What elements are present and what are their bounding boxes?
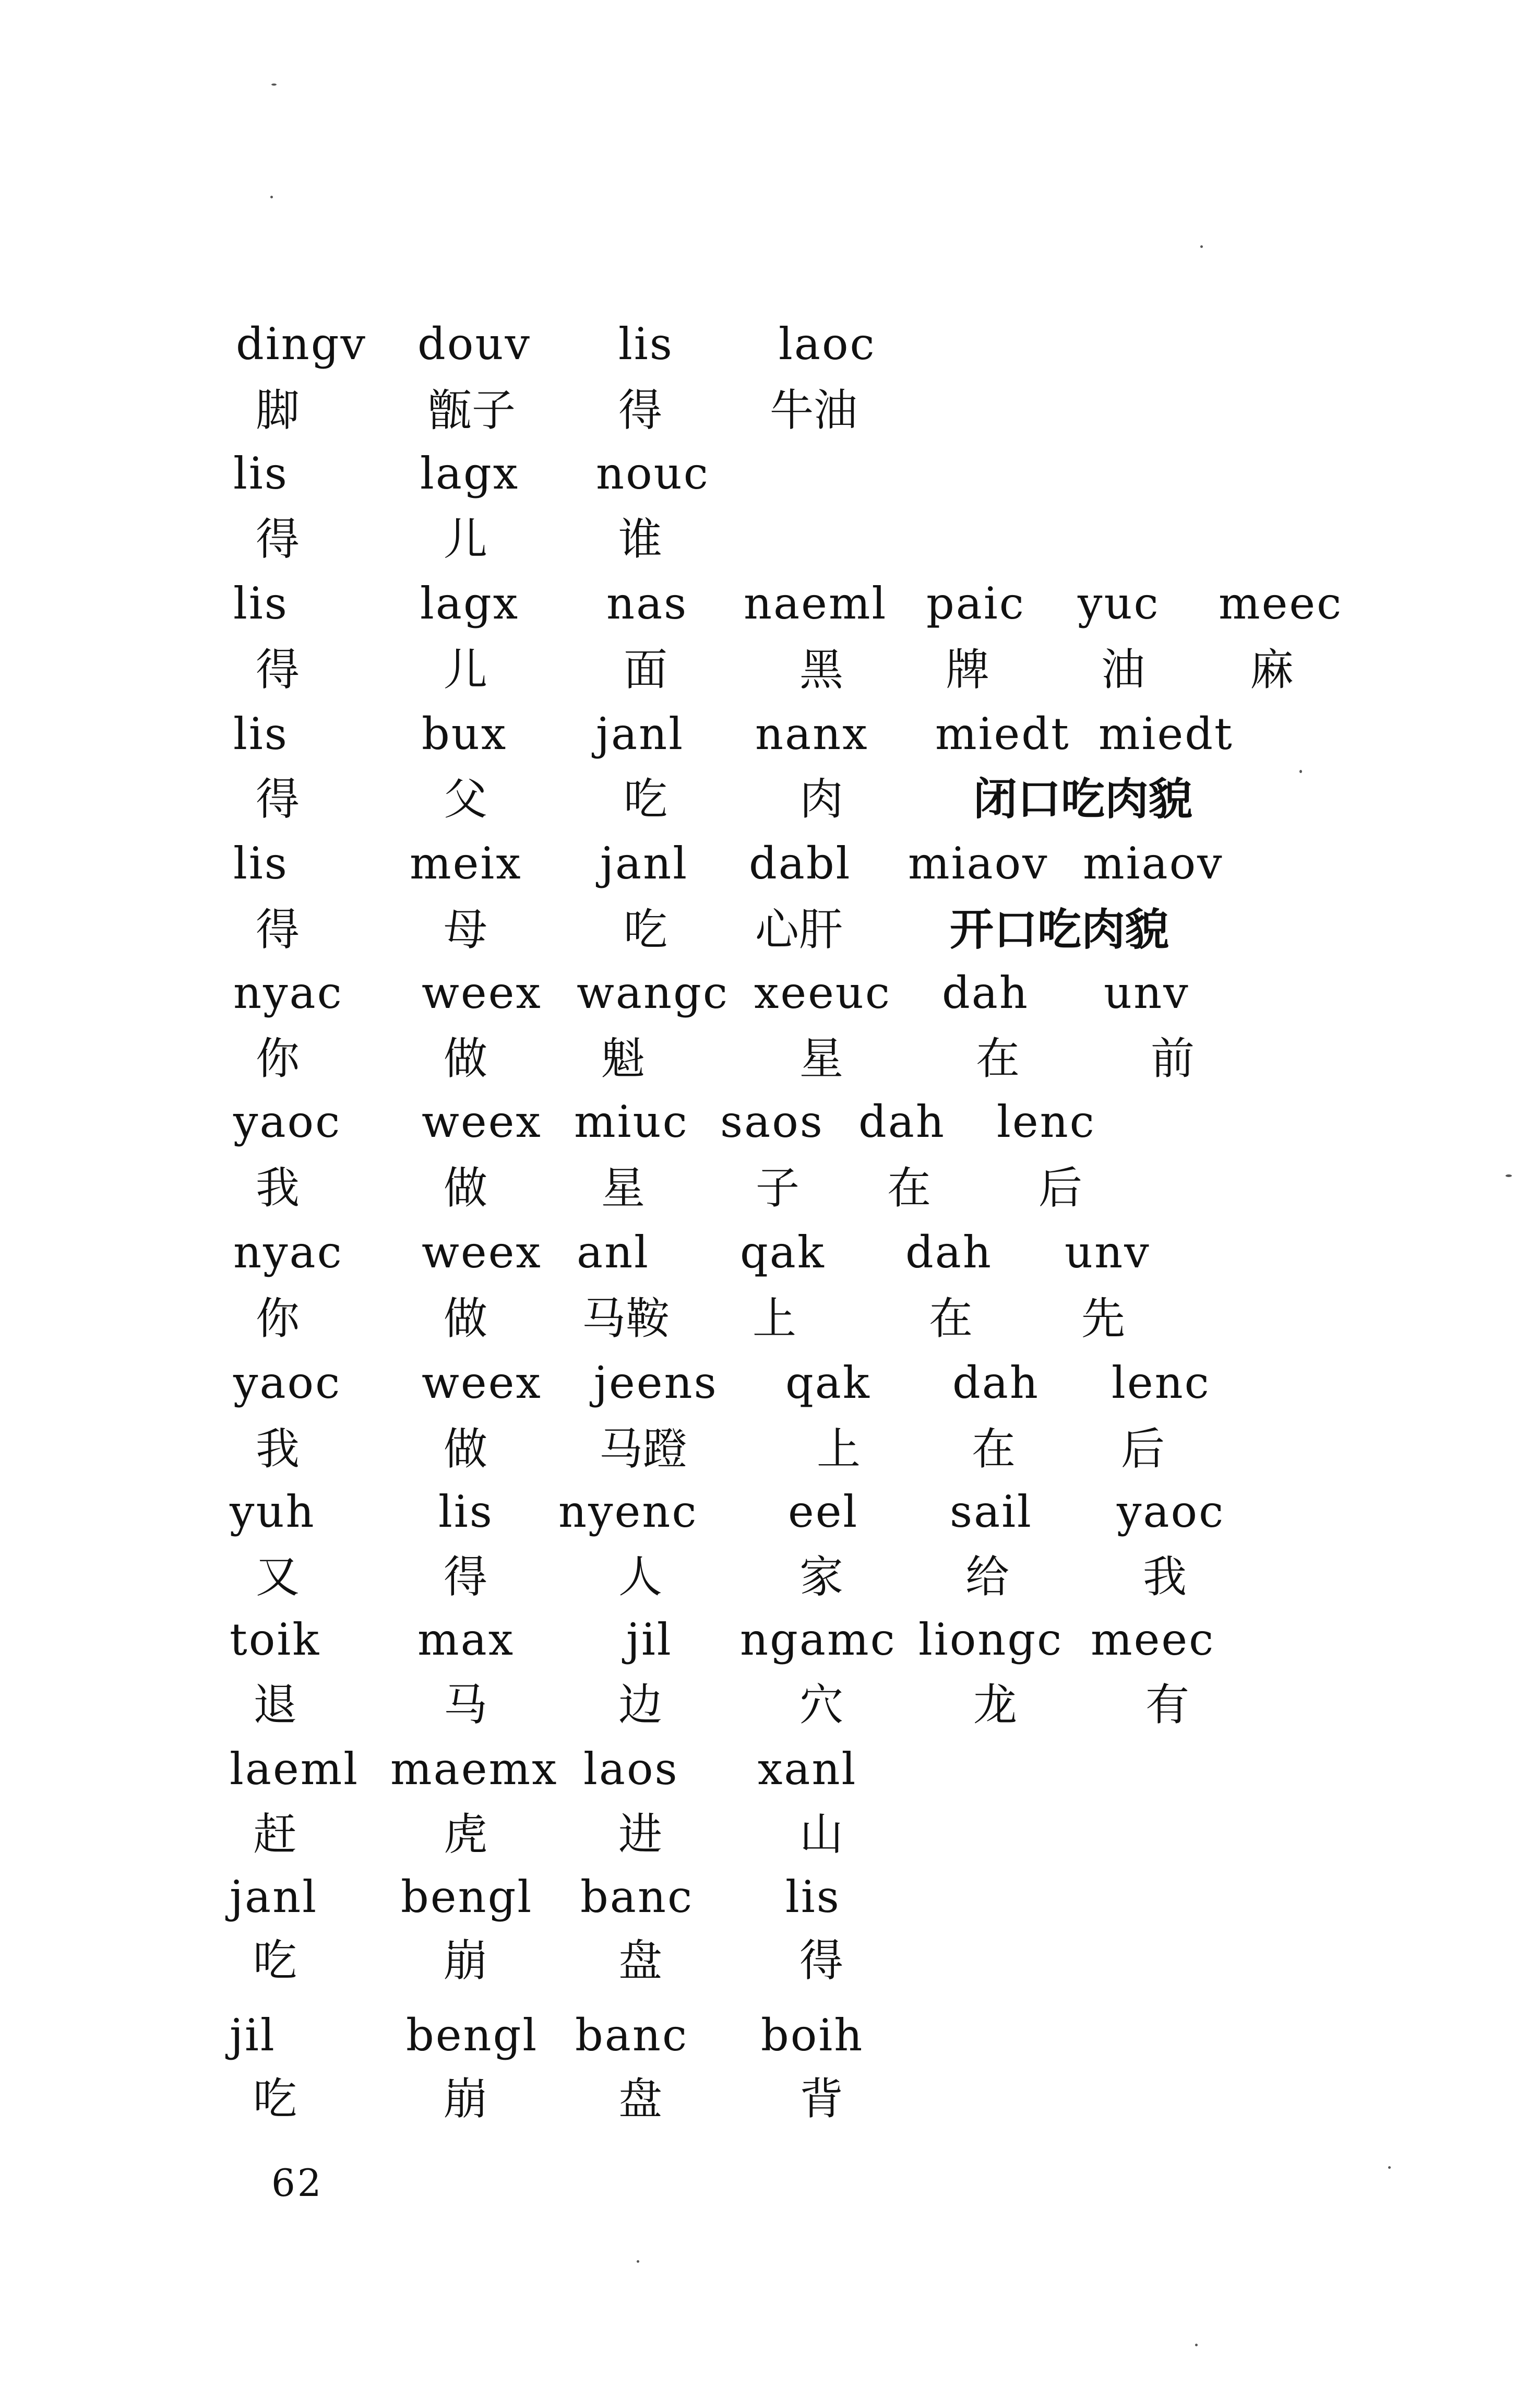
romanized-word: maemx <box>390 1743 558 1795</box>
chinese-word: 魁 <box>601 1033 646 1084</box>
romanized-word: lis <box>233 448 289 499</box>
romanized-word: nanx <box>755 708 869 759</box>
romanized-word: miuc <box>574 1096 689 1147</box>
chinese-gloss-line <box>0 1805 1540 1873</box>
chinese-word: 上 <box>817 1423 861 1475</box>
chinese-word: 盘 <box>618 1935 663 1986</box>
page-number: 62 <box>271 2161 324 2205</box>
chinese-gloss-line <box>0 1676 1540 1743</box>
scan-speck <box>1506 1174 1512 1177</box>
chinese-gloss-line <box>0 640 1540 708</box>
chinese-word: 儿 <box>444 514 488 565</box>
chinese-word: 星 <box>799 1033 844 1084</box>
romanized-word: jil <box>230 2010 276 2061</box>
chinese-word: 你 <box>256 1033 300 1084</box>
romanized-word: nyenc <box>558 1486 698 1537</box>
chinese-word: 得 <box>256 644 300 695</box>
romanized-word: yaoc <box>1117 1486 1225 1537</box>
romanized-word: janl <box>596 708 685 759</box>
chinese-word: 甑子 <box>428 385 516 436</box>
romanized-word: laeml <box>230 1743 360 1795</box>
romanized-word: weex <box>422 1357 542 1408</box>
romanized-word: lenc <box>1112 1357 1211 1408</box>
chinese-word: 我 <box>1143 1551 1187 1602</box>
romanized-line <box>0 575 1540 643</box>
romanized-word: qak <box>785 1357 871 1408</box>
chinese-word: 山 <box>799 1809 844 1860</box>
romanized-word: jil <box>626 1614 673 1665</box>
romanized-word: lis <box>618 318 674 370</box>
chinese-word: 你 <box>256 1293 300 1344</box>
romanized-line <box>0 1869 1540 1937</box>
chinese-word: 油 <box>1101 644 1145 695</box>
romanized-word: weex <box>422 1096 542 1147</box>
chinese-word: 马鞍 <box>582 1293 670 1344</box>
chinese-gloss-line <box>0 1289 1540 1357</box>
scan-speck <box>270 196 273 198</box>
chinese-word: 黑 <box>799 644 844 695</box>
chinese-word: 母 <box>444 904 488 955</box>
romanized-word: liongc <box>918 1614 1064 1665</box>
romanized-word: jeens <box>594 1357 718 1408</box>
chinese-word: 做 <box>444 1423 488 1475</box>
romanized-word: lagx <box>420 578 520 629</box>
chinese-gloss-line <box>0 1548 1540 1616</box>
romanized-word: bengl <box>401 1871 533 1922</box>
romanized-word: nyac <box>233 1227 343 1278</box>
chinese-word: 麻 <box>1250 644 1294 695</box>
romanized-word: wangc <box>577 967 729 1018</box>
romanized-word: xanl <box>758 1743 857 1795</box>
romanized-line <box>0 1611 1540 1679</box>
romanized-word: meix <box>410 838 522 889</box>
chinese-gloss-line <box>0 900 1540 968</box>
romanized-word: unv <box>1104 967 1190 1018</box>
chinese-word: 崩 <box>444 1935 488 1986</box>
romanized-word: lis <box>785 1871 841 1922</box>
chinese-word: 前 <box>1151 1033 1195 1084</box>
chinese-word: 又 <box>256 1551 300 1602</box>
romanized-word: dah <box>905 1227 993 1278</box>
romanized-word: weex <box>422 1227 542 1278</box>
chinese-word: 我 <box>256 1162 300 1214</box>
chinese-word: 肉 <box>799 774 844 825</box>
romanized-word: miaov <box>908 838 1049 889</box>
chinese-word: 龙 <box>973 1679 1018 1730</box>
chinese-word: 得 <box>799 1935 844 1986</box>
chinese-word: 给 <box>965 1551 1010 1602</box>
romanized-word: sail <box>950 1486 1033 1537</box>
chinese-word: 我 <box>256 1423 300 1475</box>
chinese-word: 吃 <box>253 1935 297 1986</box>
romanized-word: anl <box>577 1227 650 1278</box>
romanized-line <box>0 1094 1540 1161</box>
scan-speck <box>271 84 277 86</box>
chinese-word: 后 <box>1038 1162 1083 1214</box>
chinese-word: 谁 <box>618 514 663 565</box>
chinese-word: 闭口吃肉貌 <box>973 774 1193 825</box>
romanized-word: nas <box>606 578 688 629</box>
romanized-line <box>0 1483 1540 1551</box>
romanized-word: lis <box>233 838 289 889</box>
chinese-gloss-line <box>0 2070 1540 2137</box>
romanized-word: unv <box>1065 1227 1151 1278</box>
chinese-word: 儿 <box>444 644 488 695</box>
chinese-word: 心肝 <box>755 904 843 955</box>
chinese-word: 后 <box>1121 1423 1165 1475</box>
romanized-word: dabl <box>749 838 852 889</box>
scan-speck <box>637 2260 639 2263</box>
romanized-word: lagx <box>420 448 520 499</box>
romanized-word: nyac <box>233 967 343 1018</box>
romanized-line <box>0 445 1540 513</box>
romanized-word: naeml <box>744 578 888 629</box>
chinese-word: 先 <box>1081 1293 1126 1344</box>
chinese-word: 盘 <box>618 2073 663 2124</box>
romanized-word: douv <box>417 318 531 370</box>
romanized-word: meec <box>1091 1614 1215 1665</box>
romanized-word: yaoc <box>233 1096 342 1147</box>
romanized-word: eel <box>788 1486 859 1537</box>
romanized-line <box>0 965 1540 1032</box>
chinese-gloss-line <box>0 1029 1540 1097</box>
chinese-word: 在 <box>887 1162 932 1214</box>
romanized-line <box>0 1355 1540 1422</box>
chinese-word: 吃 <box>624 774 668 825</box>
chinese-word: 脚 <box>256 385 300 436</box>
romanized-word: saos <box>720 1096 824 1147</box>
romanized-line <box>0 835 1540 903</box>
romanized-word: meec <box>1219 578 1343 629</box>
scan-speck <box>1299 770 1302 773</box>
romanized-word: janl <box>600 838 689 889</box>
chinese-word: 退 <box>253 1679 297 1730</box>
romanized-word: miedt <box>1099 708 1234 759</box>
chinese-word: 星 <box>601 1162 646 1214</box>
chinese-word: 背 <box>799 2073 844 2124</box>
chinese-word: 面 <box>624 644 668 695</box>
romanized-line <box>0 1741 1540 1809</box>
romanized-word: bux <box>422 708 508 759</box>
romanized-word: weex <box>422 967 542 1018</box>
chinese-word: 做 <box>444 1162 488 1214</box>
romanized-word: yuh <box>230 1486 316 1537</box>
chinese-word: 边 <box>618 1679 663 1730</box>
chinese-word: 家 <box>799 1551 844 1602</box>
chinese-word: 做 <box>444 1033 488 1084</box>
romanized-word: laos <box>583 1743 679 1795</box>
romanized-word: max <box>417 1614 515 1665</box>
chinese-word: 崩 <box>444 2073 488 2124</box>
chinese-word: 得 <box>256 904 300 955</box>
chinese-word: 父 <box>444 774 488 825</box>
chinese-word: 得 <box>444 1551 488 1602</box>
chinese-word: 在 <box>972 1423 1016 1475</box>
chinese-gloss-line <box>0 1159 1540 1227</box>
chinese-word: 虎 <box>444 1809 488 1860</box>
romanized-word: lenc <box>997 1096 1096 1147</box>
romanized-word: lis <box>233 578 289 629</box>
chinese-word: 马蹬 <box>599 1423 687 1475</box>
chinese-word: 吃 <box>253 2073 297 2124</box>
chinese-word: 得 <box>618 385 663 436</box>
chinese-word: 在 <box>976 1033 1020 1084</box>
romanized-word: qak <box>740 1227 826 1278</box>
romanized-word: yuc <box>1078 578 1160 629</box>
chinese-word: 牛油 <box>770 385 858 436</box>
romanized-line <box>0 1224 1540 1292</box>
scan-speck <box>1388 2166 1391 2169</box>
scan-speck <box>1200 245 1203 248</box>
chinese-word: 上 <box>753 1293 797 1344</box>
romanized-word: banc <box>580 1871 694 1922</box>
romanized-word: paic <box>926 578 1025 629</box>
romanized-word: banc <box>575 2010 688 2061</box>
romanized-word: bengl <box>406 2010 539 2061</box>
chinese-word: 子 <box>756 1162 800 1214</box>
chinese-word: 吃 <box>624 904 668 955</box>
scan-speck <box>1195 2344 1198 2346</box>
chinese-gloss-line <box>0 1420 1540 1488</box>
chinese-gloss-line <box>0 381 1540 449</box>
chinese-word: 马 <box>444 1679 488 1730</box>
romanized-line <box>0 316 1540 384</box>
romanized-line <box>0 2007 1540 2075</box>
chinese-word: 做 <box>444 1293 488 1344</box>
chinese-gloss-line <box>0 1931 1540 1999</box>
romanized-word: miedt <box>935 708 1070 759</box>
romanized-word: boih <box>761 2010 864 2061</box>
romanized-word: dingv <box>236 318 367 370</box>
romanized-word: lis <box>233 708 289 759</box>
chinese-gloss-line <box>0 510 1540 578</box>
romanized-word: laoc <box>779 318 876 370</box>
romanized-word: lis <box>438 1486 494 1537</box>
romanized-word: nouc <box>596 448 710 499</box>
chinese-word: 有 <box>1145 1679 1190 1730</box>
romanized-word: dah <box>858 1096 946 1147</box>
chinese-gloss-line <box>0 770 1540 838</box>
romanized-line <box>0 706 1540 774</box>
chinese-word: 人 <box>618 1551 663 1602</box>
romanized-word: xeeuc <box>754 967 891 1018</box>
romanized-word: ngamc <box>740 1614 897 1665</box>
chinese-word: 得 <box>256 514 300 565</box>
romanized-word: miaov <box>1083 838 1224 889</box>
romanized-word: toik <box>230 1614 321 1665</box>
chinese-word: 在 <box>929 1293 973 1344</box>
chinese-word: 赶 <box>253 1809 297 1860</box>
romanized-word: janl <box>230 1871 318 1922</box>
chinese-word: 进 <box>618 1809 663 1860</box>
chinese-word: 得 <box>256 774 300 825</box>
chinese-word: 开口吃肉貌 <box>950 904 1169 955</box>
romanized-word: dah <box>952 1357 1040 1408</box>
chinese-word: 牌 <box>946 644 990 695</box>
romanized-word: yaoc <box>233 1357 342 1408</box>
romanized-word: dah <box>942 967 1029 1018</box>
chinese-word: 穴 <box>799 1679 844 1730</box>
